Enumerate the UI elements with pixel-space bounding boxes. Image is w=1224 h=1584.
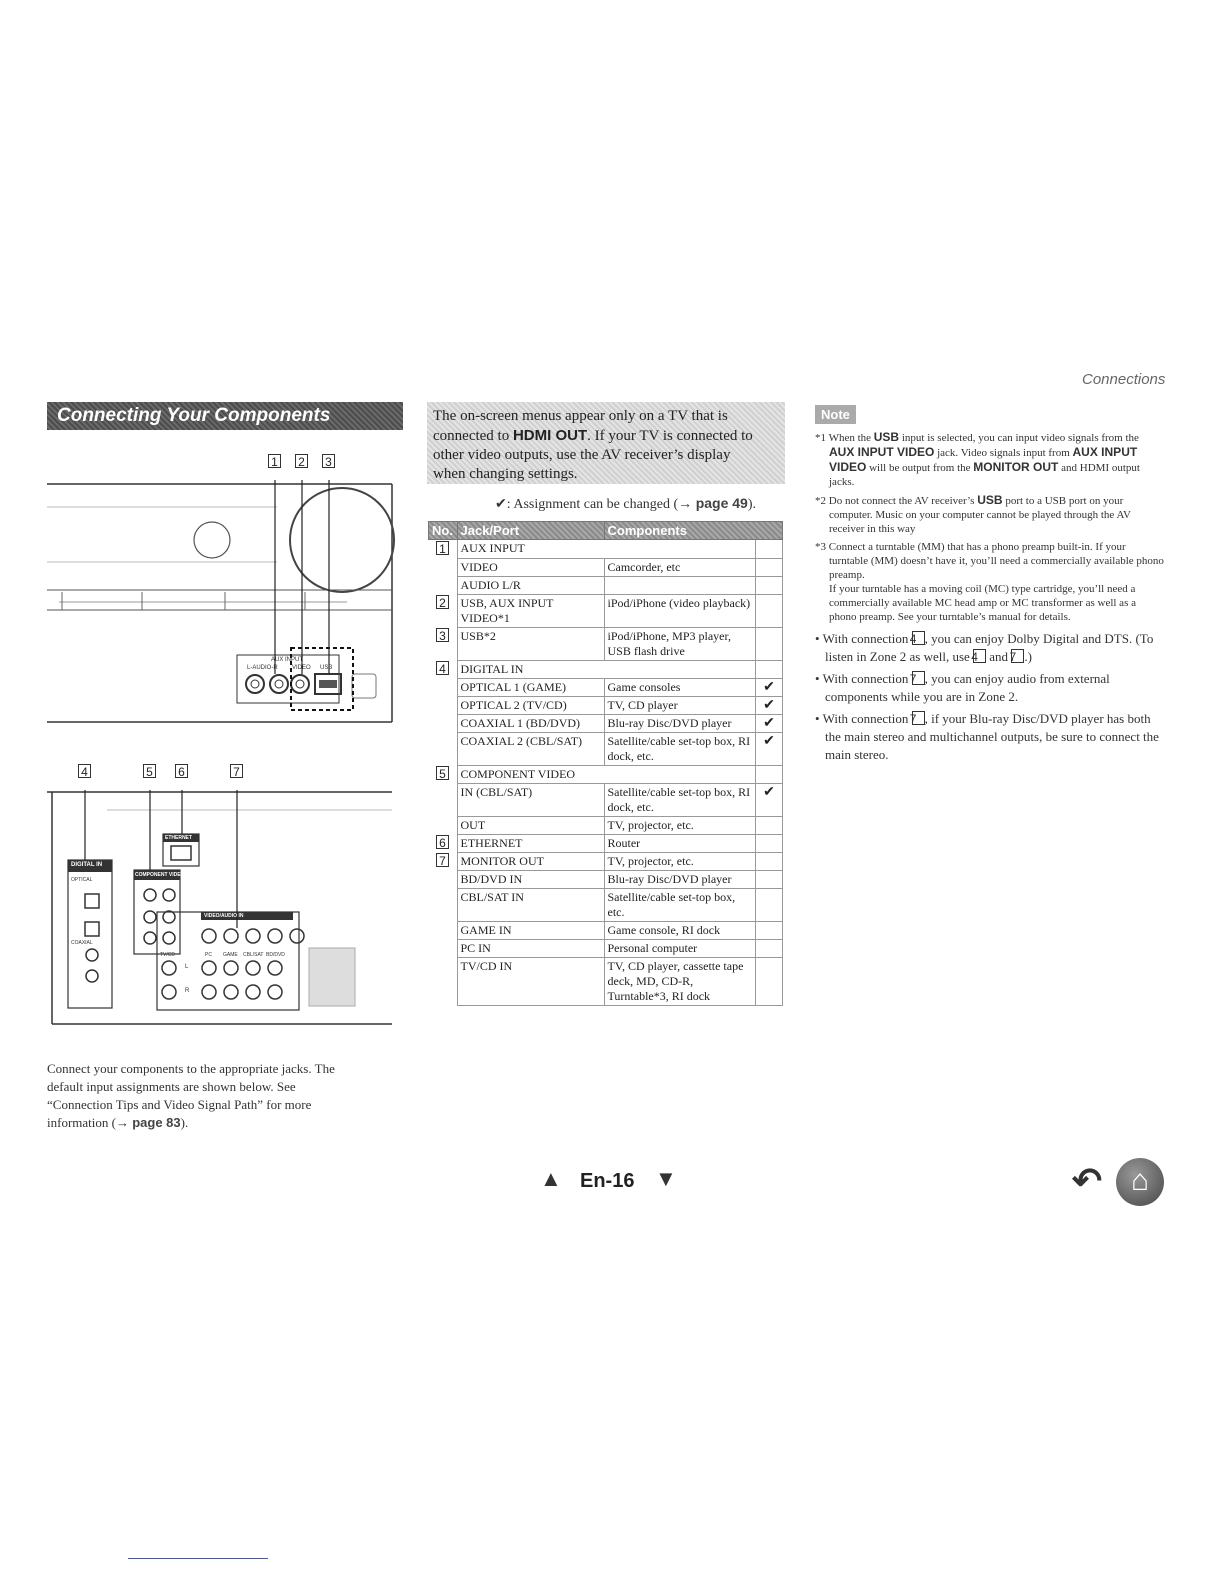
coaxial-label: COAXIAL <box>71 940 93 946</box>
note-label: Note <box>815 405 856 424</box>
ethernet-label: ETHERNET <box>165 835 192 841</box>
optical-label: OPTICAL <box>71 877 93 883</box>
component-cell: Game console, RI dock <box>604 921 756 939</box>
intro-line: information (→ page 83). <box>47 1115 189 1130</box>
footnote-2: *2 Do not connect the AV receiver’s USB port to a USB port on your computer. Music on your computer cannot be played through the AV receiver in this way <box>815 493 1131 535</box>
header-no: No. <box>429 522 458 540</box>
check-cell <box>756 540 783 559</box>
pc-label: PC <box>205 952 212 958</box>
row-number: 4 <box>436 661 449 675</box>
link-underline <box>128 1558 268 1559</box>
table-row <box>429 696 783 714</box>
front-panel-diagram <box>47 452 397 724</box>
section-header: Connections <box>1082 371 1166 388</box>
component-cell: Router <box>604 834 756 852</box>
check-cell: ✔ <box>756 783 783 816</box>
jack-cell: IN (CBL/SAT) <box>457 783 604 816</box>
table-row <box>429 732 783 765</box>
jack-cell: MONITOR OUT <box>457 852 604 870</box>
table-row <box>429 627 783 660</box>
component-cell: Personal computer <box>604 939 756 957</box>
audio-lr-label: L-AUDIO-R <box>247 665 278 671</box>
callout-number-2: 2 <box>295 454 308 468</box>
table-row <box>429 870 783 888</box>
row-number: 5 <box>436 766 449 780</box>
jack-assignment-table <box>428 521 783 1006</box>
check-cell <box>756 816 783 834</box>
check-cell <box>756 888 783 921</box>
footnote-1: *1 When the USB input is selected, you can input video signals from the AUX INPUT VIDEO jack. Video signals input from AUX INPUT VIDEO will be output from the MONITOR OUT and HDMI output jacks. <box>815 430 1140 488</box>
assignment-legend: ✔: Assignment can be changed (→ page 49). <box>495 495 756 512</box>
check-cell <box>756 870 783 888</box>
video-audio-in-label: VIDEO/AUDIO IN <box>204 913 244 919</box>
page-49-link[interactable]: page 49 <box>695 495 748 511</box>
tvcd-label: TV/CD <box>160 952 175 958</box>
usb-label: USB <box>320 665 333 671</box>
jack-cell: AUX INPUT <box>457 540 756 559</box>
page-down-button[interactable]: ▼ <box>655 1166 677 1191</box>
jack-cell: USB*2 <box>457 627 604 660</box>
table-row <box>429 783 783 816</box>
check-cell <box>756 576 783 594</box>
check-cell: ✔ <box>756 678 783 696</box>
table-row <box>429 921 783 939</box>
check-icon: ✔ <box>495 497 507 512</box>
callout-number-4: 4 <box>78 764 91 778</box>
page-number: En-16 <box>580 1170 635 1192</box>
check-cell <box>756 939 783 957</box>
check-cell <box>756 957 783 1005</box>
callout-number-6: 6 <box>175 764 188 778</box>
table-row <box>429 678 783 696</box>
callout-number-3: 3 <box>322 454 335 468</box>
table-row <box>429 594 783 627</box>
check-cell <box>756 660 783 678</box>
jack-cell: ETHERNET <box>457 834 604 852</box>
component-cell: TV, projector, etc. <box>604 852 756 870</box>
jack-cell: USB, AUX INPUT VIDEO*1 <box>457 594 604 627</box>
rear-panel-diagram <box>47 762 397 1034</box>
component-cell: Satellite/cable set-top box, RI dock, etc. <box>604 783 756 816</box>
intro-line: “Connection Tips and Video Signal Path” for more <box>47 1097 312 1112</box>
jack-cell: TV/CD IN <box>457 957 604 1005</box>
table-row <box>429 834 783 852</box>
table-row <box>429 852 783 870</box>
intro-paragraph <box>47 1060 407 1132</box>
check-cell <box>756 627 783 660</box>
table-row <box>429 540 783 559</box>
intro-line: default input assignments are shown below. See <box>47 1079 296 1094</box>
jack-cell: COMPONENT VIDEO <box>457 765 756 783</box>
page-title: Connecting Your Components <box>47 402 403 430</box>
back-icon[interactable]: ↶ <box>1072 1161 1103 1201</box>
check-cell: ✔ <box>756 696 783 714</box>
jack-cell: BD/DVD IN <box>457 870 604 888</box>
component-video-label: COMPONENT VIDEO <box>135 872 185 878</box>
jack-cell: PC IN <box>457 939 604 957</box>
jack-cell: OPTICAL 2 (TV/CD) <box>457 696 604 714</box>
callout-number-1: 1 <box>268 454 281 468</box>
check-cell: ✔ <box>756 714 783 732</box>
notes-section <box>815 405 1165 764</box>
jack-cell: DIGITAL IN <box>457 660 756 678</box>
check-cell <box>756 765 783 783</box>
front-panel-drawing <box>47 452 397 724</box>
table-row <box>429 816 783 834</box>
check-cell <box>756 921 783 939</box>
jack-cell: COAXIAL 1 (BD/DVD) <box>457 714 604 732</box>
component-cell: Blu-ray Disc/DVD player <box>604 714 756 732</box>
game-label: GAME <box>223 952 238 958</box>
component-cell: Blu-ray Disc/DVD player <box>604 870 756 888</box>
component-cell: TV, CD player, cassette tape deck, MD, CD-R, Turntable*3, RI dock <box>604 957 756 1005</box>
jack-cell: COAXIAL 2 (CBL/SAT) <box>457 732 604 765</box>
bullet-item: • With connection 7 , if your Blu-ray Disc/DVD player has both the main stereo and multichannel outputs, be sure to connect the main stereo. <box>815 711 1159 762</box>
bddvd-label: BD/DVD <box>266 952 285 958</box>
video-label: VIDEO <box>292 665 311 671</box>
page-83-link[interactable]: page 83 <box>132 1115 181 1130</box>
table-row <box>429 957 783 1005</box>
check-cell <box>756 834 783 852</box>
jack-cell: VIDEO <box>457 558 604 576</box>
table-row <box>429 576 783 594</box>
component-cell: TV, CD player <box>604 696 756 714</box>
digital-in-label: DIGITAL IN <box>71 862 103 868</box>
jack-cell: CBL/SAT IN <box>457 888 604 921</box>
bullet-item: • With connection 4 , you can enjoy Dolby Digital and DTS. (To listen in Zone 2 as well, use 4 and 7 .) <box>815 631 1154 664</box>
jack-cell: OUT <box>457 816 604 834</box>
jack-cell: OPTICAL 1 (GAME) <box>457 678 604 696</box>
check-cell <box>756 594 783 627</box>
l-label: L <box>185 964 189 970</box>
component-cell <box>604 576 756 594</box>
row-number: 2 <box>436 595 449 609</box>
component-cell: iPod/iPhone, MP3 player, USB flash drive <box>604 627 756 660</box>
component-cell: Camcorder, etc <box>604 558 756 576</box>
row-number: 1 <box>436 541 449 555</box>
check-cell <box>756 852 783 870</box>
table-row <box>429 660 783 678</box>
component-cell: Satellite/cable set-top box, etc. <box>604 888 756 921</box>
rear-panel-drawing <box>47 762 397 1034</box>
callout-number-7: 7 <box>230 764 243 778</box>
r-label: R <box>185 988 190 994</box>
jack-cell: AUDIO L/R <box>457 576 604 594</box>
check-cell <box>756 558 783 576</box>
row-number: 7 <box>436 853 449 867</box>
table-row <box>429 558 783 576</box>
header-components: Components <box>604 522 783 540</box>
check-cell: ✔ <box>756 732 783 765</box>
callout-number-5: 5 <box>143 764 156 778</box>
aux-input-label: AUX INPUT <box>271 657 304 663</box>
bullet-item: • With connection 7 , you can enjoy audio from external components while you are in Zone 2. <box>815 671 1110 704</box>
row-number: 3 <box>436 628 449 642</box>
cblsat-label: CBL/SAT <box>243 952 264 958</box>
home-icon[interactable]: ⌂ <box>1116 1158 1164 1206</box>
component-cell: iPod/iPhone (video playback) <box>604 594 756 627</box>
intro-line: Connect your components to the appropriate jacks. The <box>47 1061 335 1076</box>
component-cell: TV, projector, etc. <box>604 816 756 834</box>
table-row <box>429 714 783 732</box>
jack-cell: GAME IN <box>457 921 604 939</box>
row-number: 6 <box>436 835 449 849</box>
header-jack: Jack/Port <box>457 522 604 540</box>
page-up-button[interactable]: ▲ <box>540 1166 562 1191</box>
footnote-3: *3 Connect a turntable (MM) that has a phono preamp built-in. If your turntable (MM) doesn’t have it, you’ll need a commercially available phono preamp. <box>815 541 1164 581</box>
table-row <box>429 888 783 921</box>
footnote-3-continued: If your turntable has a moving coil (MC) type cartridge, you’ll need a commercially available MC head amp or MC transformer as well as a phono preamp. See your turntable’s manual for details. <box>829 583 1136 623</box>
component-cell: Satellite/cable set-top box, RI dock, etc. <box>604 732 756 765</box>
onscreen-menu-callout: The on-screen menus appear only on a TV that is connected to HDMI OUT. If your TV is connected to other video outputs, use the AV receiver’s display when changing settings. <box>427 402 785 484</box>
component-cell: Game consoles <box>604 678 756 696</box>
table-row <box>429 765 783 783</box>
table-row <box>429 939 783 957</box>
